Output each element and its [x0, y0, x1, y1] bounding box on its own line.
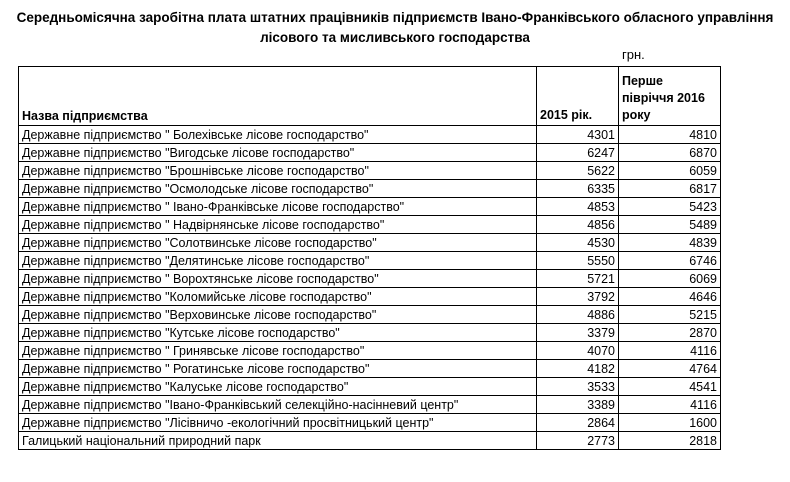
table-row: [19, 198, 721, 216]
value-2015-cell: 3379: [537, 324, 619, 342]
value-2015-cell: 5550: [537, 252, 619, 270]
header-enterprise-name: Назва підприємства: [19, 67, 537, 126]
table-row: [19, 126, 721, 144]
value-2016-cell: 4810: [619, 126, 721, 144]
enterprise-name-cell: Державне підприємство "Делятинське лісове господарство": [19, 252, 537, 270]
value-2016-cell: 5423: [619, 198, 721, 216]
enterprise-name-cell: Державне підприємство " Надвірнянське лісове господарство": [19, 216, 537, 234]
enterprise-name-cell: Державне підприємство " Івано-Франківське лісове господарство": [19, 198, 537, 216]
value-2015-cell: 2773: [537, 432, 619, 450]
table-row: [19, 180, 721, 198]
value-2016-cell: 6870: [619, 144, 721, 162]
table-row: [19, 234, 721, 252]
enterprise-name-cell: Державне підприємство " Ворохтянське лісове господарство": [19, 270, 537, 288]
header-2016-h1: Перше півріччя 2016 року: [619, 67, 721, 126]
title-line-2: лісового та мисливського господарства: [260, 30, 530, 45]
value-2016-cell: 6817: [619, 180, 721, 198]
value-2015-cell: 4856: [537, 216, 619, 234]
table-row: [19, 288, 721, 306]
value-2016-cell: 4646: [619, 288, 721, 306]
enterprise-name-cell: Державне підприємство "Коломийське лісове господарство": [19, 288, 537, 306]
enterprise-name-cell: Державне підприємство "Вигодське лісове господарство": [19, 144, 537, 162]
value-2015-cell: 4182: [537, 360, 619, 378]
value-2016-cell: 5215: [619, 306, 721, 324]
enterprise-name-cell: Державне підприємство "Солотвинське лісове господарство": [19, 234, 537, 252]
value-2016-cell: 4839: [619, 234, 721, 252]
title-line-1: Середньомісячна заробітна плата штатних працівників підприємств Івано-Франківського обласного управління: [16, 10, 774, 25]
value-2015-cell: 4853: [537, 198, 619, 216]
table-row: [19, 324, 721, 342]
value-2016-cell: 6059: [619, 162, 721, 180]
value-2016-cell: 6746: [619, 252, 721, 270]
value-2015-cell: 3792: [537, 288, 619, 306]
enterprise-name-cell: Державне підприємство "Брошнівське лісове господарство": [19, 162, 537, 180]
value-2016-cell: 1600: [619, 414, 721, 432]
value-2015-cell: 6335: [537, 180, 619, 198]
table-row: [19, 342, 721, 360]
table-header-row: [19, 67, 721, 126]
value-2016-cell: 4764: [619, 360, 721, 378]
value-2015-cell: 4301: [537, 126, 619, 144]
table-row: [19, 432, 721, 450]
currency-unit: грн.: [622, 47, 645, 62]
value-2016-cell: 4116: [619, 342, 721, 360]
value-2015-cell: 4070: [537, 342, 619, 360]
value-2015-cell: 2864: [537, 414, 619, 432]
value-2016-cell: 4541: [619, 378, 721, 396]
enterprise-name-cell: Державне підприємство " Болехівське лісове господарство": [19, 126, 537, 144]
enterprise-name-cell: Державне підприємство "Верховинське лісове господарство": [19, 306, 537, 324]
value-2015-cell: 6247: [537, 144, 619, 162]
table-row: [19, 306, 721, 324]
table-row: [19, 414, 721, 432]
table-row: [19, 216, 721, 234]
header-2015: 2015 рік.: [537, 67, 619, 126]
enterprise-name-cell: Державне підприємство "Лісівничо -екологічний просвітницький центр": [19, 414, 537, 432]
table-row: [19, 144, 721, 162]
value-2016-cell: 2818: [619, 432, 721, 450]
table-row: [19, 162, 721, 180]
table-row: [19, 252, 721, 270]
value-2016-cell: 6069: [619, 270, 721, 288]
value-2015-cell: 4886: [537, 306, 619, 324]
enterprise-name-cell: Державне підприємство "Івано-Франківський селекційно-насінневий центр": [19, 396, 537, 414]
enterprise-name-cell: Державне підприємство " Рогатинське лісове господарство": [19, 360, 537, 378]
table-row: [19, 378, 721, 396]
document-title: [0, 8, 790, 48]
enterprise-name-cell: Державне підприємство " Гринявське лісове господарство": [19, 342, 537, 360]
value-2015-cell: 3389: [537, 396, 619, 414]
enterprise-name-cell: Державне підприємство "Кутське лісове господарство": [19, 324, 537, 342]
table-row: [19, 270, 721, 288]
table-row: [19, 360, 721, 378]
value-2016-cell: 4116: [619, 396, 721, 414]
value-2016-cell: 2870: [619, 324, 721, 342]
value-2016-cell: 5489: [619, 216, 721, 234]
enterprise-name-cell: Державне підприємство "Калуське лісове господарство": [19, 378, 537, 396]
value-2015-cell: 5622: [537, 162, 619, 180]
table-body: [19, 126, 721, 450]
value-2015-cell: 3533: [537, 378, 619, 396]
value-2015-cell: 4530: [537, 234, 619, 252]
enterprise-name-cell: Державне підприємство "Осмолодське лісове господарство": [19, 180, 537, 198]
table-row: [19, 396, 721, 414]
enterprise-name-cell: Галицький національний природний парк: [19, 432, 537, 450]
salary-table: [18, 66, 721, 450]
value-2015-cell: 5721: [537, 270, 619, 288]
